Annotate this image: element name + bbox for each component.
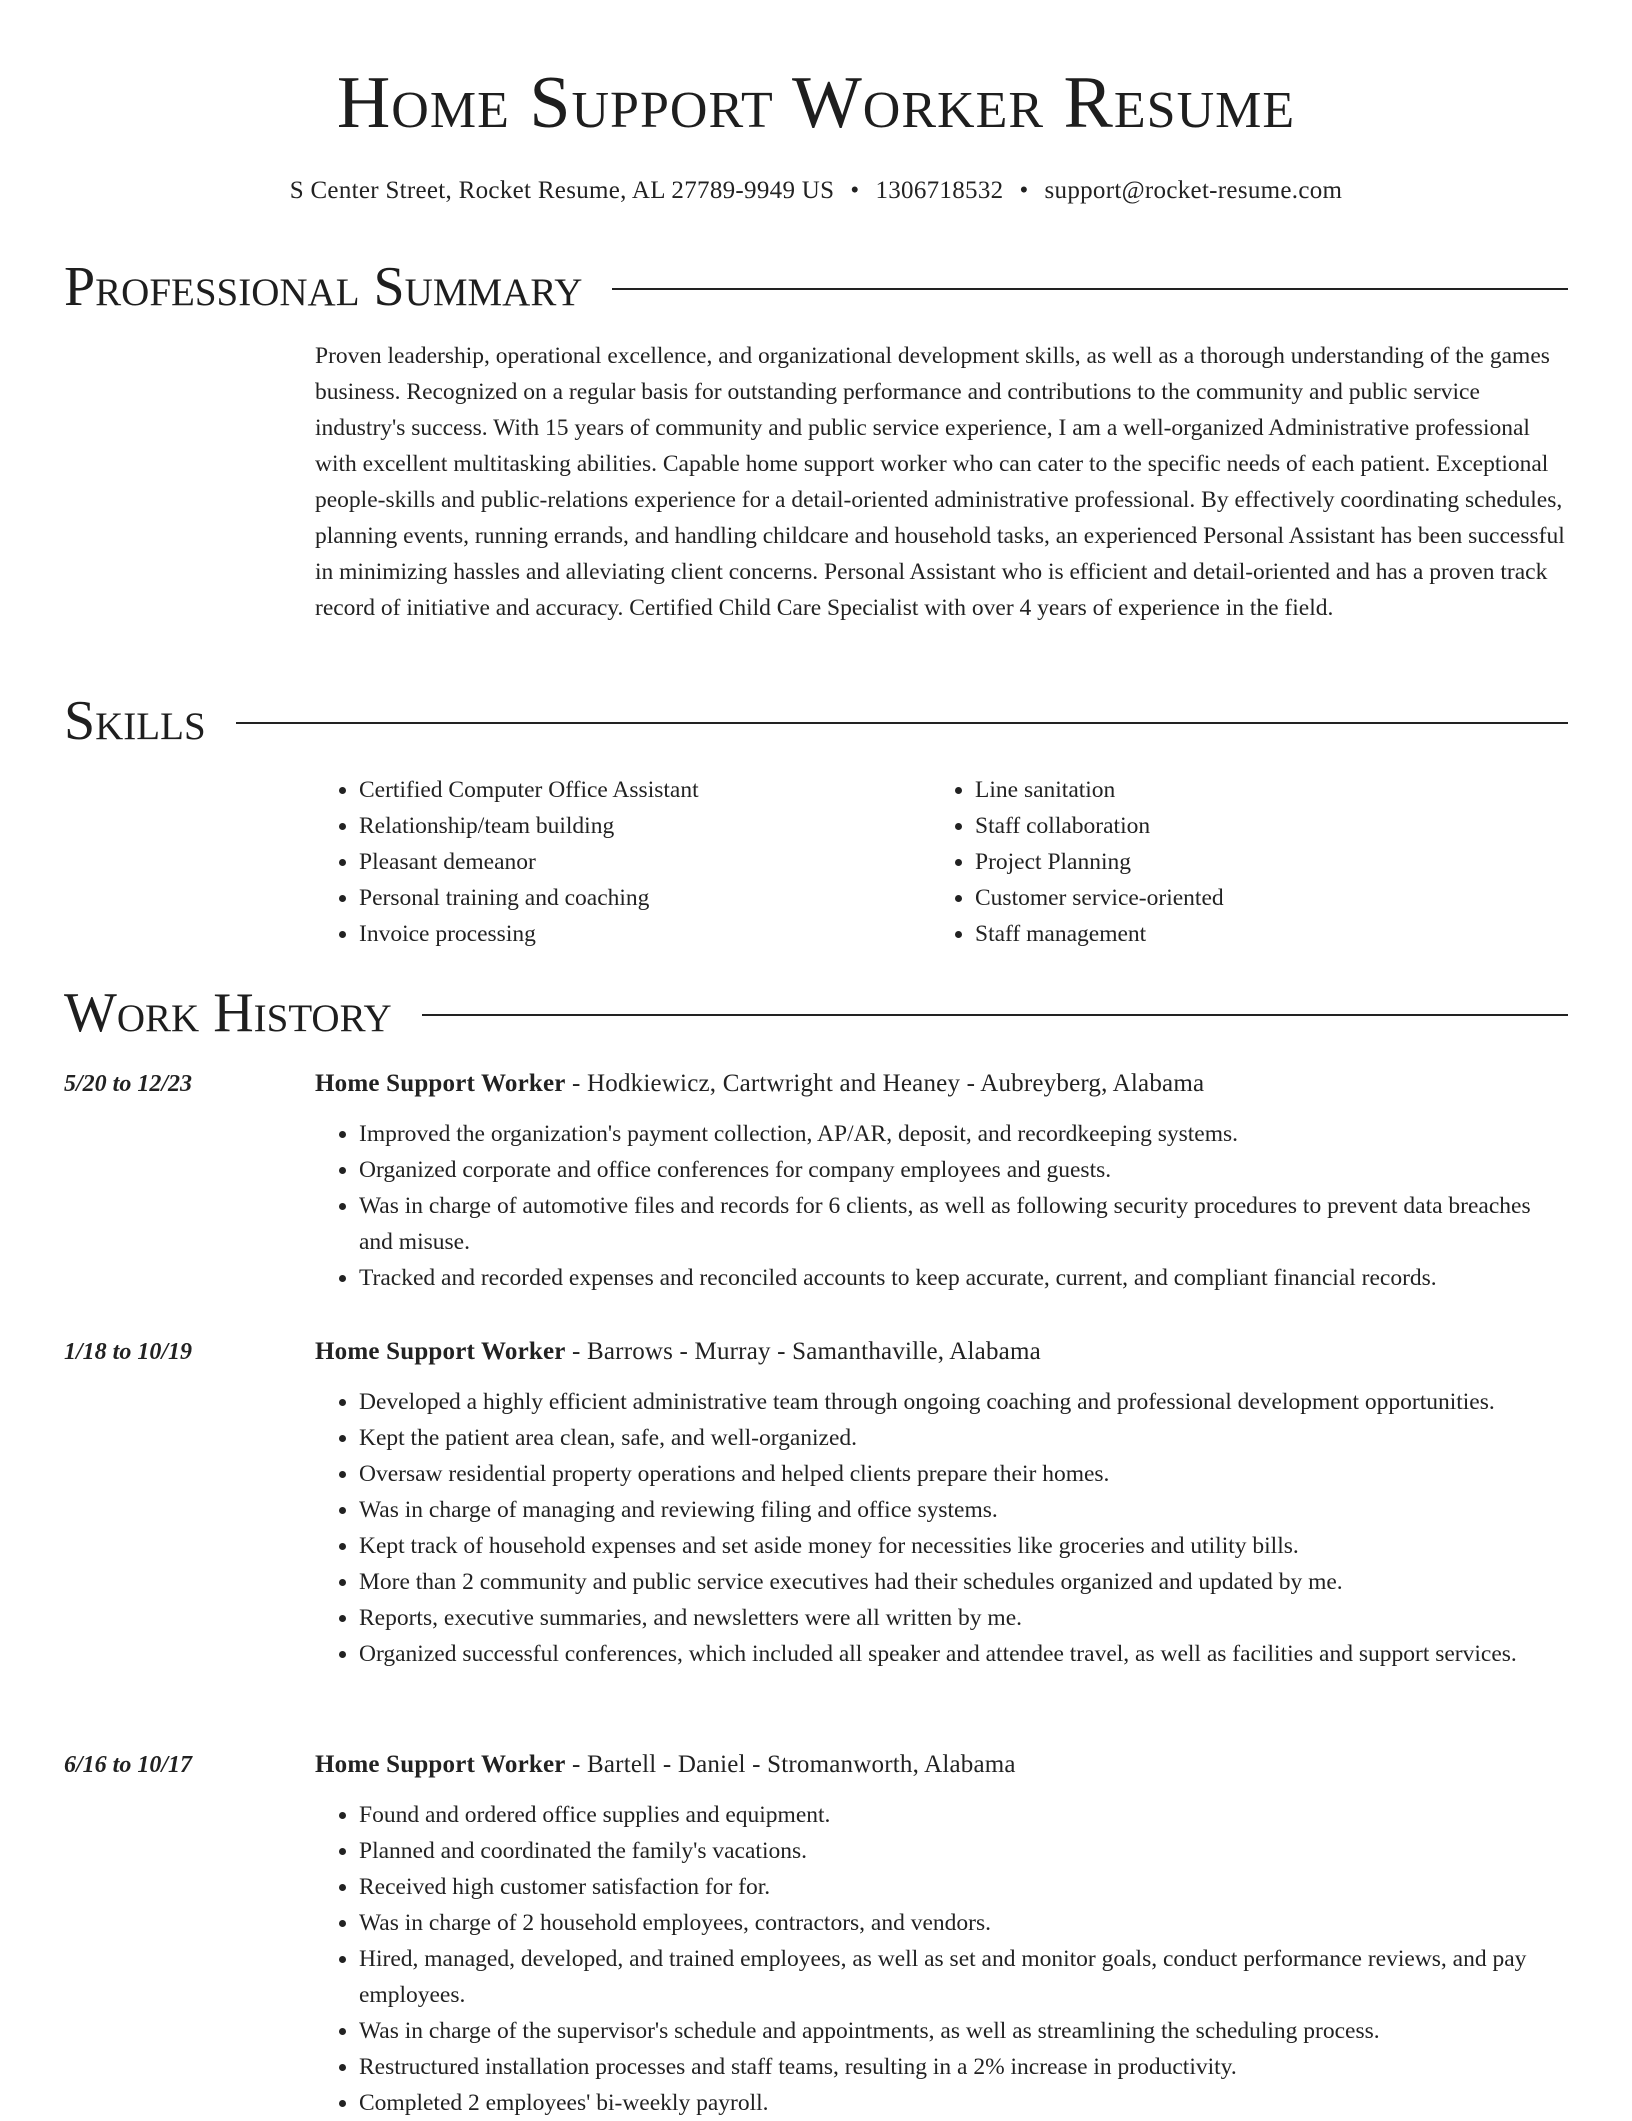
job-bullet: • Reports, executive summaries, and newsletters were all written by me. bbox=[359, 1600, 1568, 1636]
job-dates: 1/18 to 10/19 bbox=[64, 1339, 193, 1365]
section-divider bbox=[612, 288, 1568, 290]
job-employer: - Barrows - Murray - Samanthaville, Alabama bbox=[565, 1338, 1041, 1365]
contact-email[interactable]: support@rocket-resume.com bbox=[1044, 177, 1343, 204]
job-heading bbox=[315, 1066, 1204, 1102]
skill-item: • Personal training and coaching bbox=[359, 880, 931, 916]
job-bullet: • More than 2 community and public service executives had their schedules organized and updated by me. bbox=[359, 1564, 1568, 1600]
skill-item: • Staff collaboration bbox=[975, 808, 1547, 844]
job-bullet: • Was in charge of 2 household employees, contractors, and vendors. bbox=[359, 1905, 1568, 1941]
skills-column-left bbox=[315, 772, 931, 952]
contact-separator: • bbox=[850, 177, 860, 204]
job-title: Home Support Worker bbox=[315, 1070, 566, 1097]
job-bullet: • Found and ordered office supplies and equipment. bbox=[359, 1797, 1568, 1833]
section-divider bbox=[236, 722, 1568, 724]
contact-separator: • bbox=[1019, 177, 1029, 204]
job-bullets bbox=[315, 1384, 1568, 1672]
job-bullet: • Kept track of household expenses and set aside money for necessities like groceries and utility bills. bbox=[359, 1528, 1568, 1564]
work-heading: Work History bbox=[64, 982, 392, 1044]
page-title: Home Support Worker Resume bbox=[336, 62, 1296, 144]
summary-text: Proven leadership, operational excellence, and organizational development skills, as well as a thorough understanding of the games business. Recognized on a regular basis for outstanding performance and contributions to the community and public service industry's success. With 15 years of community and public service experience, I am a well-organized Administrative professional with excellent multitasking abilities. Capable home support worker who can cater to the specific needs of each patient. Exceptional people-skills and public-relations experience for a detail-oriented administrative professional. By effectively coordinating schedules, planning events, running errands, and handling childcare and household tasks, an experienced Personal Assistant has been successful in minimizing hassles and alleviating client concerns. Personal Assistant who is efficient and detail-oriented and has a proven track record of initiative and accuracy. Certified Child Care Specialist with over 4 years of experience in the field. bbox=[315, 343, 1565, 621]
job-bullet: • Was in charge of managing and reviewing filing and office systems. bbox=[359, 1492, 1568, 1528]
work-section-header bbox=[64, 978, 1568, 1048]
job-heading bbox=[315, 1747, 1016, 1783]
skills-list bbox=[315, 772, 1568, 952]
skill-item: • Staff management bbox=[975, 916, 1547, 952]
job-bullets bbox=[315, 1797, 1568, 2121]
skill-item: • Pleasant demeanor bbox=[359, 844, 931, 880]
job-dates: 5/20 to 12/23 bbox=[64, 1071, 193, 1097]
skill-item: • Customer service-oriented bbox=[975, 880, 1547, 916]
job-dates: 6/16 to 10/17 bbox=[64, 1752, 193, 1778]
skill-item: • Project Planning bbox=[975, 844, 1547, 880]
section-divider bbox=[422, 1014, 1568, 1016]
skill-item: • Relationship/team building bbox=[359, 808, 931, 844]
job-bullets bbox=[315, 1116, 1568, 1296]
summary-section-header bbox=[64, 252, 1568, 322]
job-employer: - Hodkiewicz, Cartwright and Heaney - Aubreyberg, Alabama bbox=[565, 1070, 1205, 1097]
job-bullet: • Was in charge of the supervisor's schedule and appointments, as well as streamlining the scheduling process. bbox=[359, 2013, 1568, 2049]
job-bullet: • Improved the organization's payment collection, AP/AR, deposit, and recordkeeping systems. bbox=[359, 1116, 1568, 1152]
job-bullet: • Received high customer satisfaction for for. bbox=[359, 1869, 1568, 1905]
skill-item: • Invoice processing bbox=[359, 916, 931, 952]
summary-heading: Professional Summary bbox=[64, 256, 583, 318]
job-heading bbox=[315, 1334, 1041, 1370]
skills-section-header bbox=[64, 686, 1568, 756]
skills-heading: Skills bbox=[64, 690, 206, 752]
job-title: Home Support Worker bbox=[315, 1338, 566, 1365]
job-bullet: • Restructured installation processes and staff teams, resulting in a 2% increase in productivity. bbox=[359, 2049, 1568, 2085]
skill-item: • Certified Computer Office Assistant bbox=[359, 772, 931, 808]
job-bullet: • Organized corporate and office conferences for company employees and guests. bbox=[359, 1152, 1568, 1188]
job-bullet: • Organized successful conferences, which included all speaker and attendee travel, as well as facilities and support services. bbox=[359, 1636, 1568, 1672]
skill-item: • Line sanitation bbox=[975, 772, 1547, 808]
job-bullet: • Was in charge of automotive files and records for 6 clients, as well as following security procedures to prevent data breaches and misuse. bbox=[359, 1188, 1568, 1260]
job-bullet: • Kept the patient area clean, safe, and well-organized. bbox=[359, 1420, 1568, 1456]
job-bullet: • Completed 2 employees' bi-weekly payroll. bbox=[359, 2085, 1568, 2121]
job-bullet: • Planned and coordinated the family's vacations. bbox=[359, 1833, 1568, 1869]
job-employer: - Bartell - Daniel - Stromanworth, Alabama bbox=[565, 1751, 1016, 1778]
job-bullet: • Oversaw residential property operations and helped clients prepare their homes. bbox=[359, 1456, 1568, 1492]
contact-address: S Center Street, Rocket Resume, AL 27789-9949 US bbox=[289, 177, 835, 204]
contact-line bbox=[0, 174, 1632, 208]
contact-phone: 1306718532 bbox=[875, 177, 1004, 204]
job-bullet: • Developed a highly efficient administrative team through ongoing coaching and professional development opportunities. bbox=[359, 1384, 1568, 1420]
job-title: Home Support Worker bbox=[315, 1751, 566, 1778]
skills-column-right bbox=[931, 772, 1547, 952]
job-bullet: • Hired, managed, developed, and trained employees, as well as set and monitor goals, conduct performance reviews, and pay employees. bbox=[359, 1941, 1568, 2013]
job-bullet: • Tracked and recorded expenses and reconciled accounts to keep accurate, current, and compliant financial records. bbox=[359, 1260, 1568, 1296]
